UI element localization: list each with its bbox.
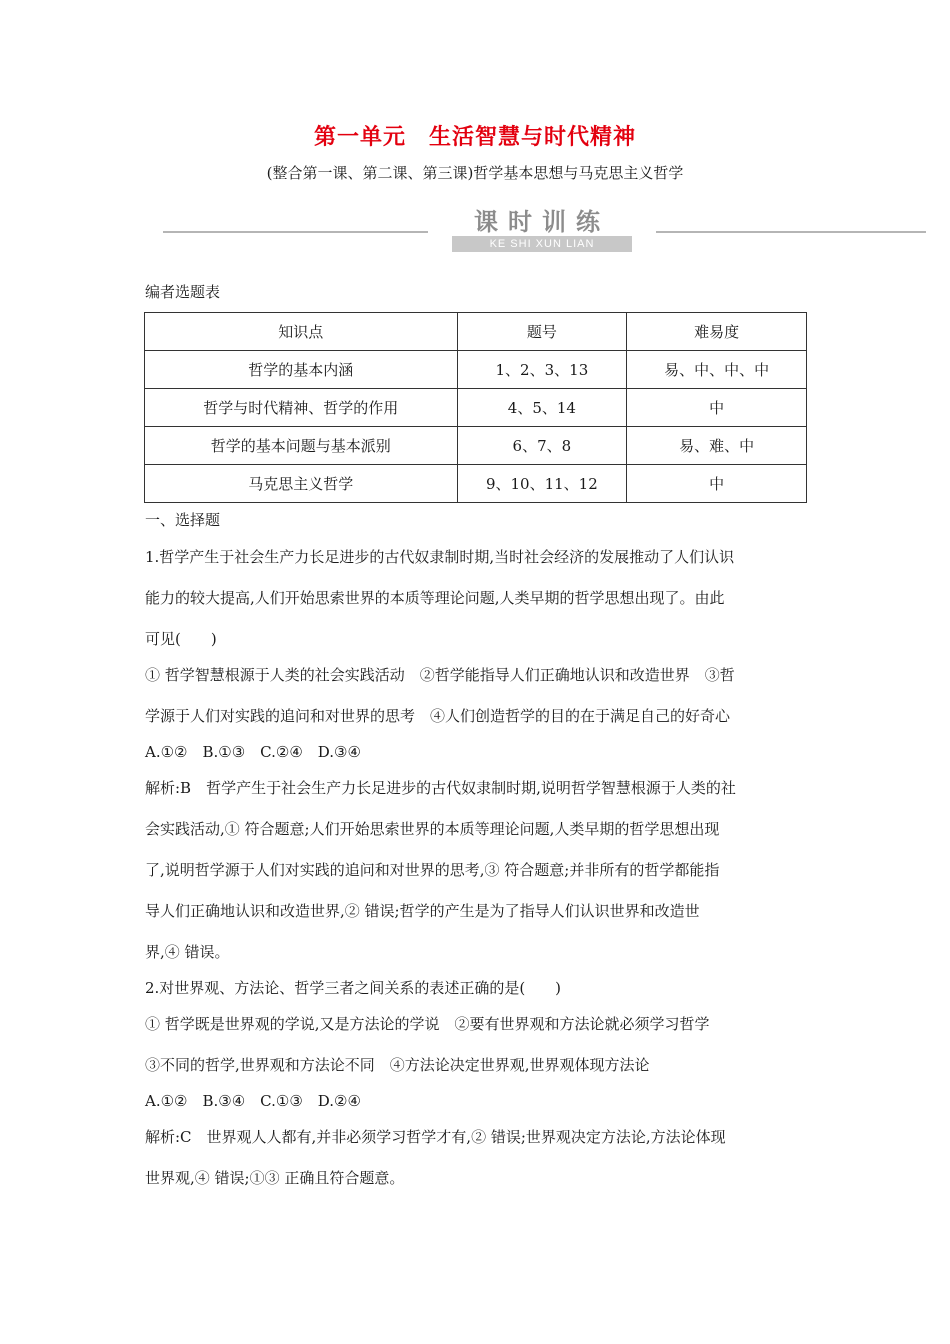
table-header-row bbox=[145, 313, 807, 351]
table-cell: 中 bbox=[627, 389, 807, 427]
header-difficulty: 难易度 bbox=[627, 313, 807, 351]
q1-statement-line: 学源于人们对实践的追问和对世界的思考 ④人们创造哲学的目的在于满足自己的好奇心 bbox=[145, 707, 731, 725]
table-cell: 4、5、14 bbox=[457, 389, 627, 427]
topic-table bbox=[144, 312, 807, 503]
q2-statement-line: ① 哲学既是世界观的学说,又是方法论的学说 ②要有世界观和方法论就必须学习哲学 bbox=[145, 1015, 710, 1033]
q2-options: A.①② B.③④ C.①③ D.②④ bbox=[145, 1092, 361, 1110]
table-cell: 易、中、中、中 bbox=[627, 351, 807, 389]
q2-statement-line: ③不同的哲学,世界观和方法论不同 ④方法论决定世界观,世界观体现方法论 bbox=[145, 1056, 650, 1074]
q2-analysis-line: 解析:C 世界观人人都有,并非必须学习哲学才有,② 错误;世界观决定方法论,方法论体现 bbox=[145, 1128, 726, 1146]
q1-stem-line: 1.哲学产生于社会生产力长足进步的古代奴隶制时期,当时社会经济的发展推动了人们认识 bbox=[145, 548, 735, 566]
q1-stem-line: 可见( ) bbox=[145, 630, 217, 648]
table-row bbox=[145, 427, 807, 465]
header-question-no: 题号 bbox=[457, 313, 627, 351]
table-cell: 中 bbox=[627, 465, 807, 503]
q1-statement-line: ① 哲学智慧根源于人类的社会实践活动 ②哲学能指导人们正确地认识和改造世界 ③哲 bbox=[145, 666, 735, 684]
table-cell: 哲学与时代精神、哲学的作用 bbox=[145, 389, 458, 427]
q1-stem-line: 能力的较大提高,人们开始思索世界的本质等理论问题,人类早期的哲学思想出现了。由此 bbox=[145, 589, 725, 607]
banner-left-rule bbox=[163, 231, 428, 233]
q1-options: A.①② B.①③ C.②④ D.③④ bbox=[145, 743, 361, 761]
q2-stem: 2.对世界观、方法论、哲学三者之间关系的表述正确的是( ) bbox=[145, 979, 562, 997]
section-title: 一、选择题 bbox=[145, 511, 221, 529]
page-title: 第一单元 生活智慧与时代精神 bbox=[313, 125, 636, 150]
table-cell: 哲学的基本问题与基本派别 bbox=[145, 427, 458, 465]
q1-analysis-line: 导人们正确地认识和改造世界,② 错误;哲学的产生是为了指导人们认识世界和改造世 bbox=[145, 902, 700, 920]
table-cell: 哲学的基本内涵 bbox=[145, 351, 458, 389]
table-row bbox=[145, 465, 807, 503]
table-row bbox=[145, 389, 807, 427]
q1-analysis-line: 解析:B 哲学产生于社会生产力长足进步的古代奴隶制时期,说明哲学智慧根源于人类的社 bbox=[145, 779, 736, 797]
header-knowledge: 知识点 bbox=[145, 313, 458, 351]
table-cell: 9、10、11、12 bbox=[457, 465, 627, 503]
table-cell: 易、难、中 bbox=[627, 427, 807, 465]
banner-pinyin: KE SHI XUN LIAN bbox=[452, 236, 632, 252]
table-cell: 马克思主义哲学 bbox=[145, 465, 458, 503]
q1-analysis-line: 会实践活动,① 符合题意;人们开始思索世界的本质等理论问题,人类早期的哲学思想出现 bbox=[145, 820, 720, 838]
q1-analysis-line: 界,④ 错误。 bbox=[145, 943, 230, 961]
table-caption: 编者选题表 bbox=[145, 283, 221, 301]
banner-right-rule bbox=[656, 231, 926, 233]
table-cell: 6、7、8 bbox=[457, 427, 627, 465]
q1-analysis-line: 了,说明哲学源于人们对实践的追问和对世界的思考,③ 符合题意;并非所有的哲学都能指 bbox=[145, 861, 720, 879]
q2-analysis-line: 世界观,④ 错误;①③ 正确且符合题意。 bbox=[145, 1169, 405, 1187]
banner-title: 课时训练 bbox=[474, 208, 610, 236]
table-row bbox=[145, 351, 807, 389]
page-subtitle: (整合第一课、第二课、第三课)哲学基本思想与马克思主义哲学 bbox=[266, 164, 684, 182]
table-cell: 1、2、3、13 bbox=[457, 351, 627, 389]
